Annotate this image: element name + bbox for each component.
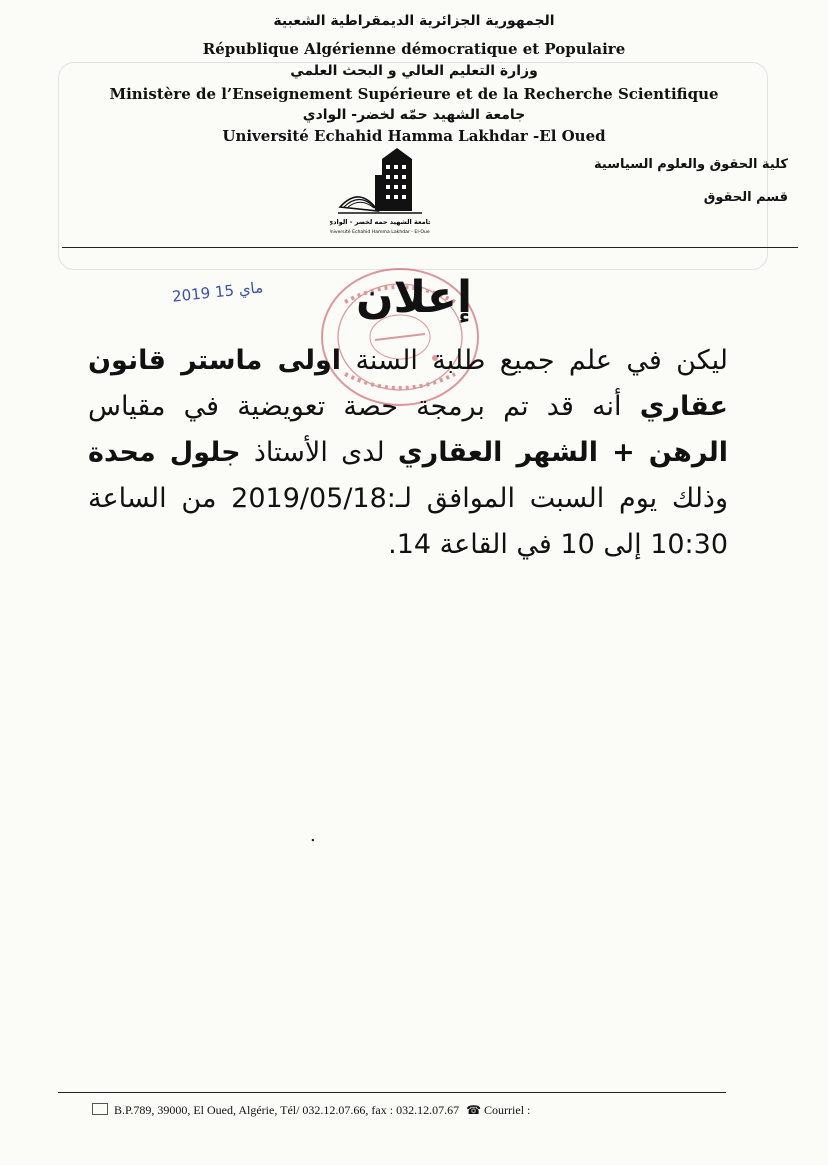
footer-courriel-label: Courriel :: [484, 1103, 531, 1117]
body-text: أنه قد تم برمجة حصة تعويضية في مقياس: [88, 391, 640, 422]
header-republic-fr: République Algérienne démocratique et Populaire: [202, 40, 626, 58]
body-module-name: الرهن + الشهر العقاري: [397, 437, 729, 468]
header-divider: [62, 247, 798, 248]
body-text-schedule: وذلك يوم السبت الموافق لـ:2019/05/18 من الساعة 10:30 إلى 10 في القاعة 14.: [88, 483, 728, 560]
body-text: ليكن في علم جميع طلبة السنة: [341, 345, 728, 376]
body-text: لدى الأستاذ: [240, 437, 398, 468]
header-university-fr: Université Echahid Hamma Lakhdar -El Oued: [222, 127, 606, 145]
header-ministry-fr: Ministère de l’Enseignement Supérieure et de la Recherche Scientifique: [109, 85, 719, 103]
body-professor-name: جلول محدة: [88, 437, 241, 468]
footer: [92, 1103, 530, 1118]
announcement-body: [88, 338, 728, 568]
university-logo-icon: [330, 145, 430, 240]
stray-mark: .: [310, 825, 316, 846]
date-stamp: 2019 ماي 15: [171, 278, 264, 306]
mail-icon: [92, 1103, 108, 1115]
faculty-name: كلية الحقوق والعلوم السياسية: [594, 157, 788, 172]
phone-icon: ☎: [466, 1103, 482, 1117]
header-university-ar: جامعة الشهيد حمّه لخضر- الوادي: [302, 107, 526, 123]
footer-address: B.P.789, 39000, El Oued, Algérie, Tél/ 032.12.07.66, fax : 032.12.07.67: [114, 1103, 460, 1117]
announcement-title: إعلان: [355, 272, 473, 323]
body-level-program: اولى ماستر قانون عقاري: [88, 345, 728, 422]
logo-caption-ar: جامعة الشهيد حمه لخضر - الوادي: [330, 218, 430, 226]
header-ministry-ar: وزارة التعليم العالي و البحث العلمي: [290, 63, 538, 79]
header-republic-ar: الجمهورية الجزائرية الديمقراطية الشعبية: [273, 13, 555, 29]
logo-caption-fr: Université Echahid Hamma Lakhdar - El-Oued: [330, 230, 430, 235]
department-name: قسم الحقوق: [703, 190, 788, 205]
footer-divider: [58, 1092, 726, 1093]
